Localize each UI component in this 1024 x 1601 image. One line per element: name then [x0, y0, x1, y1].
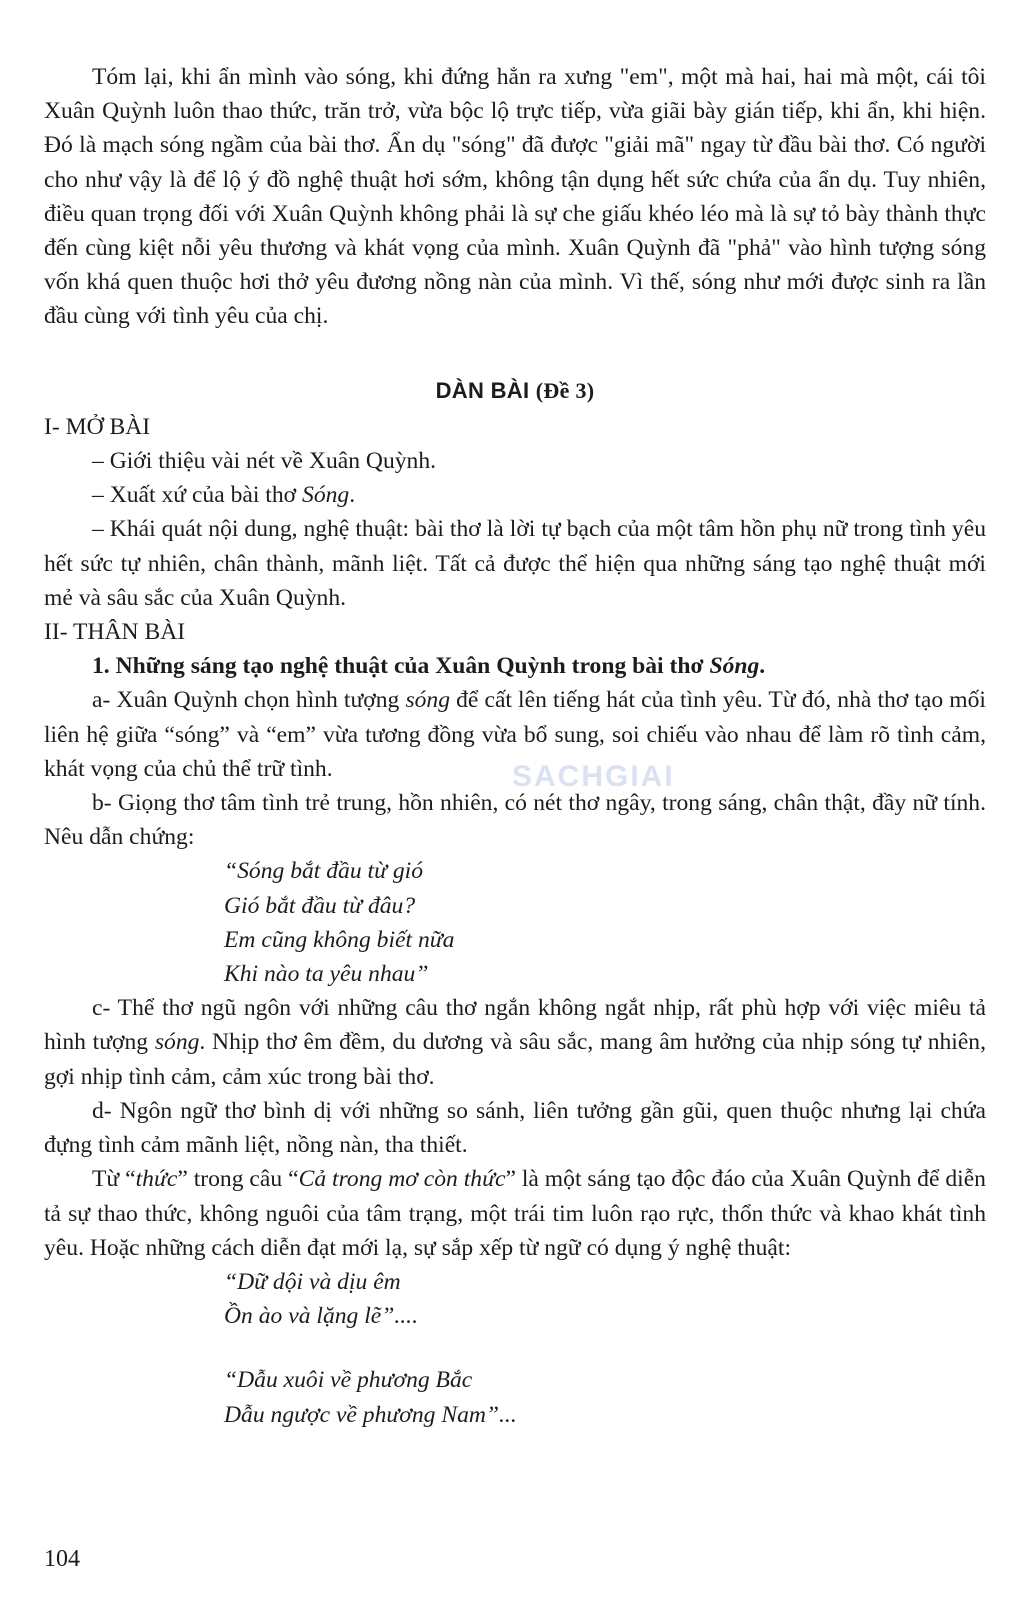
paragraph-conclusion: Tóm lại, khi ẩn mình vào sóng, khi đứng hẳn ra xưng "em", một mà hai, hai mà một, cái tôi Xuân Quỳnh luôn thao thức, trăn trở, vừa bộc lộ trực tiếp, vừa giãi bày gián tiếp, khi ẩn, khi hiện. Đó là mạch sóng ngầm của bài thơ. Ẩn dụ "sóng" đã được "giải mã" ngay từ đầu bài thơ. Có người cho như vậy là để lộ ý đồ nghệ thuật hơi sớm, không tận dụng hết sức chứa của ẩn dụ. Tuy nhiên, điều quan trọng đối với Xuân Quỳnh không phải là sự che giấu khéo léo mà là sự tỏ bày thành thực đến cùng kiệt nỗi yêu thương và khát vọng của mình. Xuân Quỳnh đã "phả" vào hình tượng sóng vốn khá quen thuộc hơi thở yêu đương nồng nàn của mình. Vì thế, sóng như mới được sinh ra lần đầu cùng với tình yêu của chị.: [44, 64, 986, 330]
stanza-gap: [44, 1333, 986, 1363]
point-d: d- Ngôn ngữ thơ bình dị với những so sánh, liên tưởng gần gũi, quen thuộc nhưng lại chứa đựng tình cảm mãnh liệt, nồng nàn, tha thiết.: [44, 1097, 986, 1159]
point-e: Từ “thức” trong câu “Cả trong mơ còn thức” là một sáng tạo độc đáo của Xuân Quỳnh để diễn tả sự thao thức, không nguôi của tâm trạng, một trái tim luôn rạo rực, thổn thức và khao khát tình yêu. Hoặc những cách diễn đạt mới lạ, sự sắp xếp từ ngữ có dụng ý nghệ thuật:: [44, 1166, 986, 1261]
page-number: 104: [44, 1546, 80, 1572]
body-subheading-1: 1. Những sáng tạo nghệ thuật của Xuân Quỳnh trong bài thơ Sóng.: [92, 653, 766, 680]
poem-excerpt-3: [44, 1363, 986, 1431]
poem-line: Khi nào ta yêu nhau”: [224, 961, 429, 988]
intro-item-2: – Xuất xứ của bài thơ Sóng.: [92, 482, 356, 509]
intro-item-1: – Giới thiệu vài nét về Xuân Quỳnh.: [92, 448, 437, 475]
point-a: a- Xuân Quỳnh chọn hình tượng sóng để cất lên tiếng hát của tình yêu. Từ đó, nhà thơ tạo mối liên hệ giữa “sóng” và “em” vừa tương đồng vừa bổ sung, soi chiếu vào nhau để làm rõ tình cảm, khát vọng của chủ thể trữ tình.: [44, 687, 986, 782]
outline-subtitle: (Đề 3): [535, 377, 595, 403]
poem-excerpt-2: [44, 1265, 986, 1333]
section-intro-heading: I- MỞ BÀI: [44, 413, 151, 440]
watermark: SACHGIAI: [512, 760, 675, 793]
page-body: [44, 60, 986, 1432]
poem-excerpt-1: [44, 854, 986, 991]
outline-heading: [44, 374, 986, 408]
point-c: c- Thể thơ ngũ ngôn với những câu thơ ngắn không ngắt nhịp, rất phù hợp với việc miêu tả hình tượng sóng. Nhịp thơ êm đềm, du dương và sâu sắc, mang âm hưởng của nhịp sóng tự nhiên, gợi nhịp tình cảm, cảm xúc trong bài thơ.: [44, 995, 987, 1090]
point-b: b- Giọng thơ tâm tình trẻ trung, hồn nhiên, có nét thơ ngây, trong sáng, chân thật, đầy nữ tính. Nêu dẫn chứng:: [44, 790, 986, 851]
section-body-heading: II- THÂN BÀI: [44, 619, 186, 646]
poem-line: Dẫu ngược về phương Nam”...: [224, 1401, 517, 1428]
poem-line: Gió bắt đầu từ đâu?: [224, 892, 416, 919]
poem-line: “Sóng bắt đầu từ gió: [224, 858, 424, 885]
intro-item-3: – Khái quát nội dung, nghệ thuật: bài thơ là lời tự bạch của một tâm hồn phụ nữ trong tình yêu hết sức tự nhiên, chân thành, mãnh liệt. Tất cả được thể hiện qua những sáng tạo nghệ thuật mới mẻ và sâu sắc của Xuân Quỳnh.: [44, 516, 986, 611]
outline-title: DÀN BÀI: [435, 377, 530, 403]
poem-line: Ồn ào và lặng lẽ”....: [224, 1303, 418, 1330]
poem-line: Em cũng không biết nữa: [224, 926, 455, 953]
poem-line: “Dữ dội và dịu êm: [224, 1268, 401, 1295]
poem-line: “Dẫu xuôi về phương Bắc: [224, 1367, 473, 1394]
